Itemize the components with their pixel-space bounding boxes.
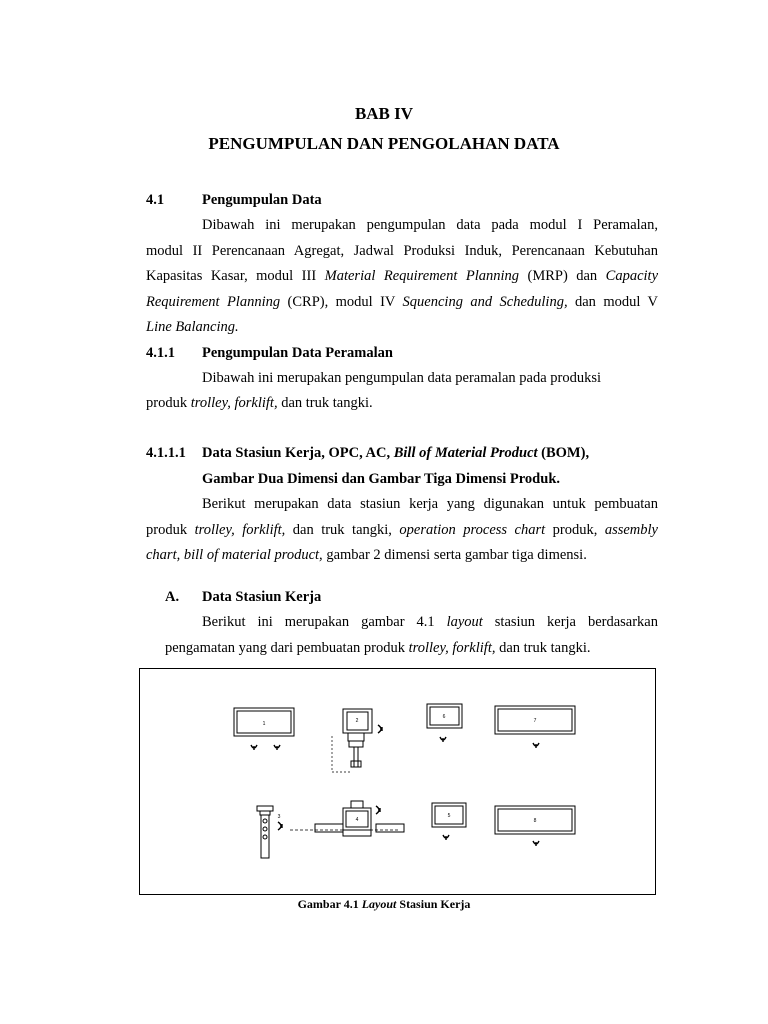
station-label: 6 [442,714,446,720]
workstation-7 [495,706,575,748]
paragraph-line: Kapasitas Kasar, modul III Material Requirement Planning (MRP) dan Capacity [146,268,659,284]
station-label: 3 [277,814,281,820]
paragraph-line: pengamatan yang dari pembuatan produk trolley, forklift, dan truk tangki. [165,640,591,656]
subsection-a-title: Data Stasiun Kerja [202,589,322,605]
station-label: 1 [262,721,266,727]
paragraph-line: Line Balancing. [146,319,239,335]
section-4-1-1-1-title: Data Stasiun Kerja, OPC, AC, Bill of Material Product (BOM), [202,445,590,461]
paragraph-line: chart, bill of material product, gambar 2 dimensi serta gambar tiga dimensi. [146,547,587,563]
section-4-1-1-1-title-line2: Gambar Dua Dimensi dan Gambar Tiga Dimensi Produk. [202,471,561,487]
station-label: 8 [533,818,537,824]
workstation-6 [427,704,462,742]
section-4-1-1-1-number: 4.1.1.1 [146,445,186,461]
section-4-1-1-number: 4.1.1 [146,345,175,361]
paragraph-line: produk trolley, forklift, dan truk tangki, operation process chart produk, assembly [146,522,658,538]
station-label: 4 [355,817,359,823]
workstation-3 [257,806,282,858]
paragraph-line: modul II Perencanaan Agregat, Jadwal Produksi Induk, Perencanaan Kebutuhan [146,243,658,259]
paragraph-line: Dibawah ini merupakan pengumpulan data peramalan pada produksi [202,370,602,386]
workstation-2 [332,709,382,772]
chapter-title: PENGUMPULAN DAN PENGOLAHAN DATA [208,134,560,153]
layout-drawing [140,669,655,894]
station-label: 5 [447,813,451,819]
layout-figure [139,668,656,895]
subsection-a-letter: A. [165,589,180,605]
paragraph-line: produk trolley, forklift, dan truk tangki. [146,395,373,411]
workstation-5 [432,803,466,840]
paragraph-line: Berikut ini merupakan gambar 4.1 layout stasiun kerja berdasarkan [202,614,658,630]
workstation-1 [234,708,294,750]
paragraph-line: Berikut merupakan data stasiun kerja yang digunakan untuk pembuatan [202,496,658,512]
station-label: 2 [355,718,359,724]
section-4-1-title: Pengumpulan Data [202,192,322,208]
paragraph-line: Requirement Planning (CRP), modul IV Squencing and Scheduling, dan modul V [146,294,658,310]
station-label: 7 [533,718,537,724]
chapter-number: BAB IV [354,104,414,123]
paragraph-line: Dibawah ini merupakan pengumpulan data pada modul I Peramalan, [202,217,658,233]
workstation-8 [495,806,575,846]
figure-caption: Gambar 4.1 Layout Stasiun Kerja [297,897,471,911]
section-4-1-number: 4.1 [146,192,165,208]
section-4-1-1-title: Pengumpulan Data Peramalan [202,345,393,361]
workstation-4 [290,801,404,836]
